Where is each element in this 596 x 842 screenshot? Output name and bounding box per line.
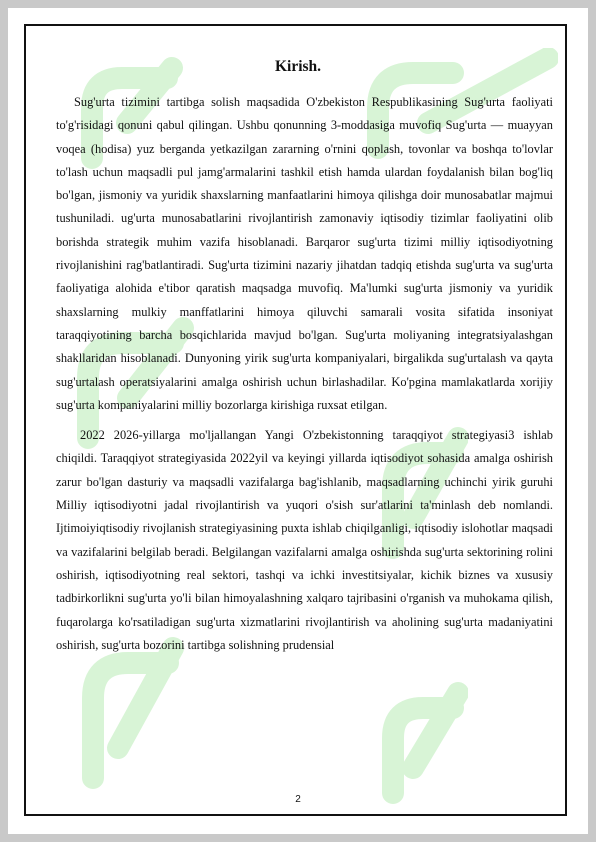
paragraph: 2022 2026-yillarga mo'ljallangan Yangi O'zbekistonning taraqqiyot strategiyasi3 ishlab chiqildi. Taraqqiyot strategiyasida 2022yil va keyingi yillarda iqtisodiyot sohasida amalga oshirish zarur bo'lgan dasturiy va maqsadli vazifalarga bag'ishlanib, maqsadlarning uchinchi yirik guruhi Milliy iqtisodiyotni jadal rivojlantirish va yuqori o'sish sur'atlarini ta'minlash deb nomlandi. Ijtimoiyiqtisodiy rivojlanish strategiyasining puxta ishlab chiqilganligi, iqtisodiy islohotlar maqsadi va vazifalarini belgilab beradi. Belgilangan vazifalarni amalga oshirishda sug'urta sektorining rolini oshirish, iqtisodiyotning real sektori, tashqi va ichki investitsiyalar, kichik biznes va xususiy tadbirkorlikni sug'urta yo'li bilan himoyalashning xalqaro tajribasini o'rganish va muhokama qilish, fuqarolarga ko'rsatiladigan sug'urta xizmatlarini rivojlantirish va aholining sug'urta madaniyatini oshirish, sug'urta bozorini tartibga solishning prudensial: [56, 428, 553, 652]
document-page: [8, 8, 588, 834]
page-number: 2: [295, 794, 301, 805]
document-body: [56, 91, 553, 657]
document-title: Kirish.: [274, 58, 322, 75]
paragraph: Sug'urta tizimini tartibga solish maqsadida O'zbekiston Respublikasining Sug'urta faoliyati to'g'risidagi qonuni qabul qilingan. Ushbu qonunning 3-moddasiga muvofiq Sug'urta — muayyan voqea (hodisa) yuz berganda yetkazilgan zararning o'rnini qoplash, tovonlar va boshqa to'lovlar to'lash uchun maqsadli pul jamg'armalarini tashkil etish hamda ulardan foydalanish bilan bog'liq bo'lgan, jismoniy va yuridik shaxslarning manfaatlarini himoya qilishga doir munosabatlar majmui tushuniladi. ug'urta munosabatlarini rivojlantirish zamonaviy iqtisodiy tizimlar faoliyatini olib borishda strategik muhim vazifa hisoblanadi. Barqaror sug'urta tizimi milliy iqtisodiyotning rivojlanishini rag'batlantiradi. Sug'urta tizimini nazariy jihatdan tadqiq etishda sug'urta va sug'urta faoliyatiga alohida e'tibor qaratish maqsadga muvofiq. Ma'lumki sug'urta jismoniy va yuridik shaxslarning mulkiy manffatlarini himoya qiluvchi samarali vosita sifatida insoniyat taraqqiyotining barcha bosqichlarida mavjud bo'lgan. Sug'urta moliyaning integratsiyalashgan shakllaridan hisoblanadi. Dunyoning yirik sug'urta kompaniyalari, birgalikda sug'urtalash va qayta sug'urtalash operatsiyalarini amalga oshirish uchun birlashadilar. Ko'pgina mamlakatlarda xorijiy sug'urta kompaniyalarini milliy bozorlarga kirishiga ruxsat etilgan.: [56, 95, 553, 412]
